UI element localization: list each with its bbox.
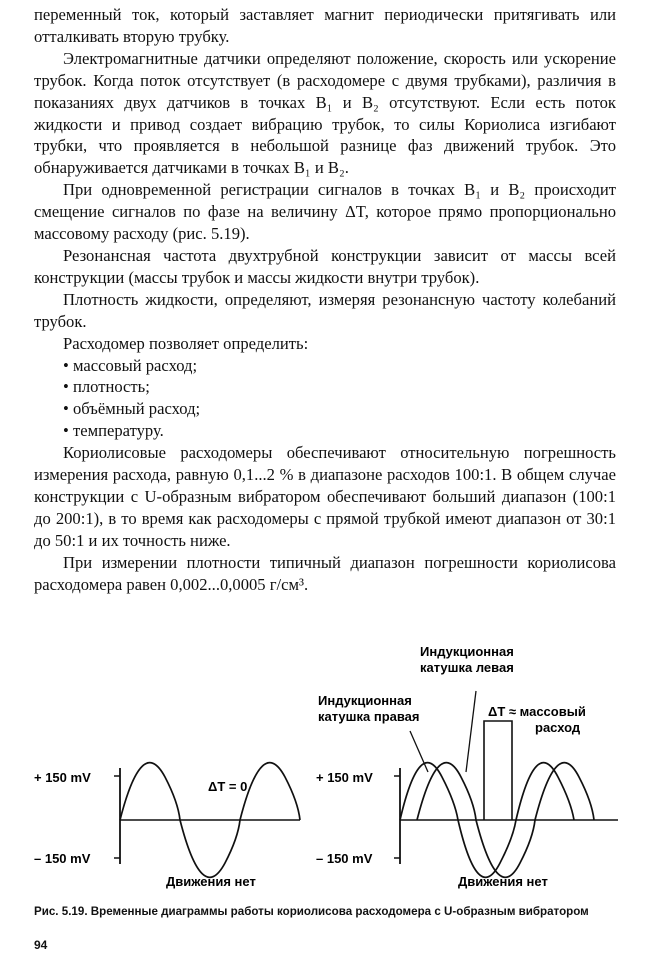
delta-t-pulse — [484, 721, 512, 820]
list-item: • объёмный расход; — [63, 398, 616, 420]
delta-t-label-2: расход — [535, 720, 581, 735]
delta-t-label-1: ΔT ≈ массовый — [488, 704, 586, 719]
left-plot — [34, 763, 300, 889]
paragraph: При измерении плотности типичный диапазон погрешности кориолисова расходомера равен 0,002...0,0005 г/см³. — [34, 552, 616, 594]
left-y-top-label: + 150 mV — [34, 770, 91, 785]
list-item: • плотность; — [63, 376, 616, 398]
paragraph: Электромагнитные датчики определяют положение, скорость или ускорение трубок. Когда поток отсутствует (в расходомере с двумя трубками), различия в показаниях двух датчиков в точках B₁ и B₂ отсутствуют. Если есть поток жидкости и привод создает вибрацию трубок, то силы Кориолиса изгибают трубки, что проявляется в небольшой разнице фаз движений трубок. Это обнаруживается датчиками в точках B₁ и B₂. — [34, 48, 616, 178]
body-text — [34, 4, 616, 595]
delta-zero-label: ΔT = 0 — [208, 779, 248, 794]
left-coil-label-2: катушка левая — [420, 660, 514, 675]
left-coil-pointer — [466, 691, 476, 772]
paragraph: При одновременной регистрации сигналов в точках B₁ и B₂ происходит смещение сигналов по фазе на величину ΔT, которое прямо пропорционально массовому расходу (рис. 5.19). — [34, 180, 616, 244]
right-coil-label-1: Индукционная — [318, 693, 412, 708]
page-number: 94 — [34, 938, 48, 952]
list-item: • массовый расход; — [63, 355, 616, 377]
right-subtitle: Движения нет — [458, 874, 548, 889]
left-subtitle: Движения нет — [166, 874, 256, 889]
figure-caption: Рис. 5.19. Временные диаграммы работы кориолисова расходомера с U-образным вибратором — [34, 905, 589, 918]
right-y-top-label: + 150 mV — [316, 770, 373, 785]
right-y-bottom-label: – 150 mV — [316, 851, 373, 866]
paragraph: Расходомер позволяет определить: — [63, 333, 309, 353]
list-item: • температуру. — [63, 420, 616, 442]
paragraph: Кориолисовые расходомеры обеспечивают относительную погрешность измерения расхода, равную 0,1...2 % в диапазоне расходов 100:1. В общем случае конструкции с U-образным вибратором обеспечивают больший диапазон (100:1 до 200:1), в то время как расходомеры с прямой трубкой имеют диапазон от 30:1 до 50:1 и их точность ниже. — [34, 443, 616, 550]
bullet-list — [34, 355, 616, 443]
right-coil-label-2: катушка правая — [318, 709, 420, 724]
right-coil-pointer — [410, 731, 428, 772]
paragraph: Резонансная частота двухтрубной конструкции зависит от массы всей конструкции (массы трубок и массы жидкости внутри трубок). — [34, 245, 616, 287]
paragraph: переменный ток, который заставляет магнит периодически притягивать или отталкивать вторую трубку. — [34, 5, 616, 46]
left-coil-label-1: Индукционная — [420, 644, 514, 659]
timing-diagram-figure — [0, 640, 647, 900]
left-y-bottom-label: – 150 mV — [34, 851, 91, 866]
paragraph: Плотность жидкости, определяют, измеряя резонансную частоту колебаний трубок. — [34, 289, 616, 331]
right-plot — [316, 644, 618, 889]
